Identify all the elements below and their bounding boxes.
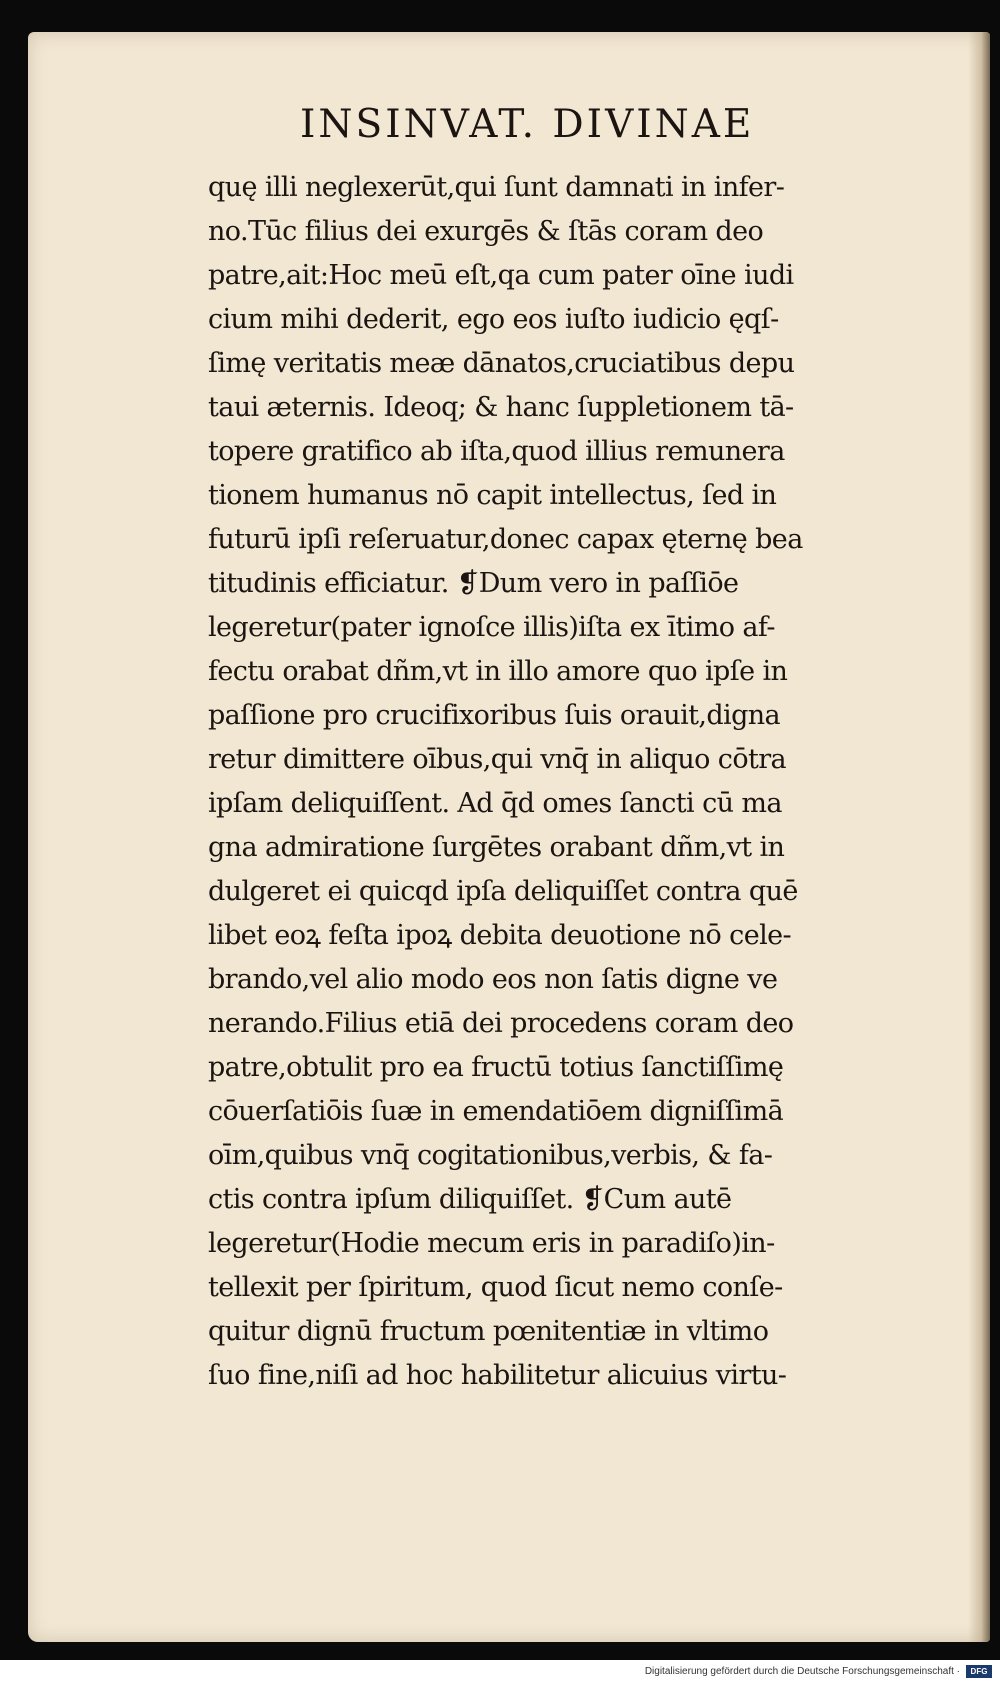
text-line: quę illi neglexerūt,qui ſunt damnati in infer- [208,172,785,203]
text-line: brando,vel alio modo eos non ſatis digne ve [208,964,778,995]
text-line: fectu orabat dñm,vt in illo amore quo ipſe in [208,656,788,687]
text-line: retur dimittere oībus,qui vnq̄ in aliquo cōtra [208,744,787,775]
text-line: libet eoꝝ feſta ipoꝝ debita deuotione nō cele- [208,920,792,951]
text-line: quitur dignū fructum pœnitentiæ in vltimo [208,1316,769,1347]
text-line: dulgeret ei quicqd ipſa deliquiſſet contra quē [208,876,798,907]
text-line: oīm,quibus vnq̄ cogitationibus,verbis, & fa- [208,1140,773,1171]
text-line: patre,obtulit pro ea fructū totius ſanctiſſimę [208,1052,784,1083]
text-line: patre,ait:Hoc meū eſt,qa cum pater oīne iudi [208,260,794,291]
text-line: cōuerſatiōis ſuæ in emendatiōem digniſſimā [208,1096,784,1127]
page-edge-shadow [968,32,990,1642]
text-line: titudinis efficiatur. ❡Dum vero in paſſiōe [208,568,739,599]
dfg-logo-icon: DFG [966,1665,992,1678]
text-line: ſimę veritatis meæ dānatos,cruciatibus depu [208,348,795,379]
text-line: taui æternis. Ideoq; & hanc ſuppletionem tā- [208,392,794,423]
running-head: INSINVAT. DIVINAE [300,102,755,147]
text-line: topere gratifico ab iſta,quod illius remunera [208,436,785,467]
text-line: ctis contra ipſum diliquiſſet. ❡Cum autē [208,1184,732,1215]
text-line: cium mihi dederit, ego eos iuſto iudicio ęqſ- [208,304,779,335]
funding-credit: Digitalisierung gefördert durch die Deutsche Forschungsgemeinschaft · [644,1666,960,1677]
text-line: gna admiratione ſurgētes orabant dñm,vt in [208,832,785,863]
text-line: ſuo fine,niſi ad hoc habilitetur alicuius virtu- [208,1360,787,1391]
text-line: no.Tūc filius dei exurgēs & ſtās coram deo [208,216,764,247]
text-line: legeretur(pater ignoſce illis)iſta ex ītimo af- [208,612,775,643]
text-line: tellexit per ſpiritum, quod ſicut nemo conſe- [208,1272,783,1303]
body-text [208,166,928,1398]
text-line: tionem humanus nō capit intellectus, ſed in [208,480,777,511]
text-line: futurū ipſi reſeruatur,donec capax ęternę bea [208,524,803,555]
text-line: paſſione pro crucifixoribus ſuis orauit,digna [208,700,781,731]
text-line: legeretur(Hodie mecum eris in paradiſo)in- [208,1228,775,1259]
text-line: ipſam deliquiſſent. Ad q̄d omes ſancti cū ma [208,788,782,819]
footer-bar [0,1660,1000,1686]
text-line: nerando.Filius etiā dei procedens coram deo [208,1008,794,1039]
